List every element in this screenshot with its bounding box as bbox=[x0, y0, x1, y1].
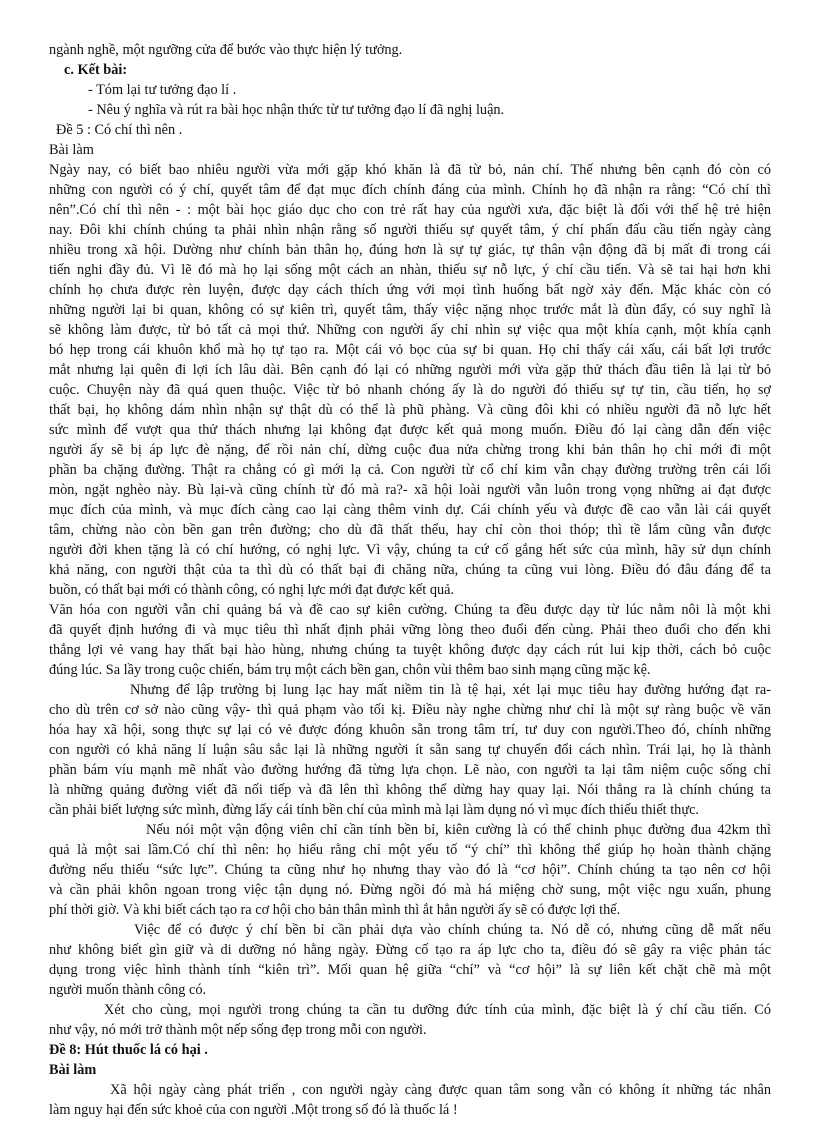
text-line: hóa hay xã hội, song thực sự lại có vẻ được đóng khuôn sẵn trong tâm trí, tư duy con người.Theo đó, chính những bbox=[49, 722, 771, 738]
text-line: mắt nhưng lại quên đi lợi ích lâu dài. Bên cạnh đó lại có những người mới vừa gặp thử thách đầu tiên là lại từ bỏ bbox=[49, 362, 771, 378]
text-line: sẽ không làm được, từ bỏ tất cả mọi thứ. Những con người ấy chỉ nhìn sự việc qua một khía cạnh, một khía cạnh bbox=[49, 322, 771, 338]
text-line: chính họ chưa được rèn luyện, được dạy cách thích ứng với mọi tình huống bất ngờ xảy đến. Mặc khác còn có bbox=[49, 282, 771, 298]
text-line: Nhưng để lập trường bị lung lạc hay mất niềm tin là tệ hại, xét lại mục tiêu hay đường hướng đạt ra- bbox=[130, 682, 771, 698]
text-line: cần phải biết lượng sức mình, đừng lấy cái tính bền chí của mình mà lại làm dụng nó vì mục đích thiếu thiết thực. bbox=[49, 802, 699, 818]
essay-label: Bài làm bbox=[49, 1062, 97, 1078]
text-line: con người có khả năng lí luận sâu sắc lại là những người ít sẵn sang tự chuyển đổi cách nhìn. Trái lại, họ là thành bbox=[49, 742, 771, 758]
text-line: nên”.Có chí thì nên - : một bài học giáo dục cho con trẻ rất hay của người xưa, đặc biệt là đối với thế hệ trẻ hiện bbox=[49, 202, 771, 218]
text-line: cho dù trên cơ sở nào cũng vậy- thì quả phạm vào tối kị. Điều này nghe chừng như chỉ là một sự ràng buộc về văn bbox=[49, 702, 771, 718]
bullet-item: - Tóm lại tư tưởng đạo lí . bbox=[88, 82, 237, 98]
text-line: như vậy, nó mới trở thành một nếp sống đẹp trong mỗi con người. bbox=[49, 1022, 427, 1038]
text-line: nhiều trong xã hội. Dường như chính bản thân họ, đúng hơn là sự tự giác, tự thân vận động đã bị mất đi trong cái bbox=[49, 242, 771, 258]
text-line: tâm, chừng nào còn bền gan trên đường; cho dù đã thất thểu, hay chỉ còn thoi thóp; thì tề lắm cũng vẫn được bbox=[49, 522, 771, 538]
text-line: Việc để có được ý chí bền bỉ cần phải dựa vào chính chúng ta. Nó dễ có, nhưng cũng dễ mất nếu bbox=[134, 922, 771, 938]
text-line: thắng lợi vẻ vang hay thất bại hào hùng, nhưng chúng ta tuyệt không được dạy cách rút lui kịp thời, cách bỏ cuộc bbox=[49, 642, 771, 658]
bullet-item: - Nêu ý nghĩa và rút ra bài học nhận thức từ tư tưởng đạo lí đã nghị luận. bbox=[88, 102, 505, 118]
text-line: và cần phải khôn ngoan trong việc tận dụng nó. Đừng ngồi đó mà há miệng chờ sung, một việc ngu xuẩn, phung bbox=[49, 882, 771, 898]
text-line: những con người có ý chí, quyết tâm để đạt mục đích chính đáng của mình. Chính họ đã nhận ra rằng: “Có chí thì bbox=[49, 182, 771, 198]
text-line: như không biết gìn giữ và di dưỡng nó hằng ngày. Đừng cố tạo ra áp lực cho ta, điều đó sẽ gây ra việc phản tác bbox=[49, 942, 771, 958]
text-line: bó hẹp trong cái khuôn khổ mà họ tự tạo ra. Một cái vỏ bọc của sự bi quan. Họ chỉ thấy cái xấu, cái bất lợi trước bbox=[49, 342, 771, 358]
text-line: người muốn thành công có. bbox=[49, 982, 207, 998]
text-line: đúng lúc. Sa lầy trong cuộc chiến, bám trụ một cách bền gan, chôn vùi thêm bao sinh mạng cũng mặc kệ. bbox=[49, 662, 651, 678]
text-line: đã quyết định hướng đi và mục tiêu thì nhất định phải vững lòng theo đuổi đến cùng. Phải theo đuổi cho đến khi bbox=[49, 622, 771, 638]
text-line: làm nguy hại đến sức khoẻ của con người .Một trong số đó là thuốc lá ! bbox=[49, 1102, 458, 1118]
text-line: nay. Đôi khi chính chúng ta phải nhìn nhận rằng số người thiếu sự quyết tâm, ý chí phấn đấu cầu tiến ngày càng bbox=[49, 222, 771, 238]
text-line: Ngày nay, có biết bao nhiêu người vừa mới gặp khó khăn là đã từ bỏ, nản chí. Thế nhưng bên cạnh đó còn có bbox=[49, 162, 771, 178]
text-line: đường nếu thiếu “sức lực”. Chúng ta cũng như họ nhưng thay vào đó là “cơ hội”. Chính chúng ta tạo nên cơ hội bbox=[49, 862, 771, 878]
text-line: phần bám víu mạnh mẽ nhất vào đường hướng đã từng lựa chọn. Lẽ nào, con người ta lại tâm niệm cuộc sống chỉ bbox=[49, 762, 771, 778]
essay-topic: Đề 5 : Có chí thì nên . bbox=[56, 122, 183, 138]
text-line: Xét cho cùng, mọi người trong chúng ta cần tu dưỡng đức tính của mình, đặc biệt là ý chí cầu tiến. Có bbox=[104, 1002, 771, 1018]
text-line: ngành nghề, một ngưỡng cửa để bước vào thực hiện lý tưởng. bbox=[49, 42, 403, 58]
text-line: khả năng, con người thật của ta thì dù có thất bại đi chăng nữa, chúng ta cũng vui lòng. Điều đó đâu đáng để ta bbox=[49, 562, 771, 578]
text-line: Nếu nói một vận động viên chỉ cần tính bền bỉ, kiên cường là có thể chinh phục đường đua 42km thì bbox=[146, 822, 771, 838]
essay-label: Bài làm bbox=[49, 142, 94, 158]
text-line: phần ba chặng đường. Thật ra chẳng có gì mới lạ cả. Con người từ cổ chí kim vẫn chạy đường trường trên cái lối bbox=[49, 462, 771, 478]
text-line: người đời khen tặng là có chí hướng, có nghị lực. Vì vậy, chúng ta cứ cố gắng hết sức của mình, hãy sử dụn chính bbox=[49, 542, 771, 558]
text-line: mục đích của mình, và mục đích càng cao lại càng thêm vinh dự. Cái chính yếu và được đề cao vẫn lài cái quyết bbox=[49, 502, 771, 518]
text-line: Xã hội ngày càng phát triển , con người ngày càng được quan tâm song vẫn có không ít những tác nhân bbox=[110, 1082, 771, 1098]
text-line: là những quảng đường viết đã nối tiếp và đã lên thì không thể dừng hay quay lại. Nói thẳng ra là chính chúng ta bbox=[49, 782, 771, 798]
text-line: mòn, ngặt nghèo này. Bù lại-và cũng chính từ đó mà ra?- xã hội loài người vẫn luôn trong vọng những ai đạt được bbox=[49, 482, 771, 498]
text-line: những người lại bi quan, không có sự kiên trì, quyết tâm, thấy việc nặng nhọc trước mắt là đùn đẩy, có suy nghĩ là bbox=[49, 302, 771, 318]
text-line: tiến nghi đầy đủ. Vì lẽ đó mà họ lại sống một cách an nhàn, thiếu sự nỗ lực, ý chí cầu tiến. Và sẽ tai hại hơn khi bbox=[49, 262, 771, 278]
text-line: cuộc. Chuyện này đã quá quen thuộc. Việc từ bỏ nhanh chóng ấy là do người đó thiếu sự tự tin, cầu tiến, họ sợ bbox=[49, 382, 771, 398]
text-line: phí thời giờ. Và khi biết cách tạo ra cơ hội cho bản thân mình thì ắt hẳn người ấy sẽ có được lợi thế. bbox=[49, 902, 621, 918]
text-line: quả là một sai lầm.Có chí thì nên: họ hiểu rằng chỉ một yếu tố “ý chí” thì không thể giúp họ hoàn thành chặng bbox=[49, 842, 771, 858]
text-line: dụng trong việc hình thành tính “kiên trì”. Mối quan hệ giữa “chí” và “cơ hội” là sự liên kết chặt chẽ mà một bbox=[49, 962, 771, 978]
text-line: sức mình để vượt qua thử thách nhưng lại không đạt được kết quả mong muốn. Điều đó lại càng dẫn đến việc bbox=[49, 422, 771, 438]
text-line: thất bại, họ không dám nhìn nhận sự thật dù có thể là phũ phàng. Và cũng đôi khi có nhiều người đã nỗ lực hết bbox=[49, 402, 771, 418]
text-line: buồn, có thất bại mới có thành công, có nghị lực mới đạt được kết quả. bbox=[49, 582, 455, 598]
text-line: người ấy sẽ bị áp lực đè nặng, để rồi nản chí, dừng cuộc đua nửa chừng trong khi bản thân họ chỉ mới đi một bbox=[49, 442, 771, 458]
section-heading: c. Kết bài: bbox=[64, 62, 128, 78]
text-line: Văn hóa con người vẫn chỉ quảng bá và đề cao sự kiên cường. Chúng ta đều được dạy từ lúc nằm nôi là một khi bbox=[49, 602, 771, 618]
essay-topic-heading: Đề 8: Hút thuốc lá có hại . bbox=[49, 1042, 208, 1058]
